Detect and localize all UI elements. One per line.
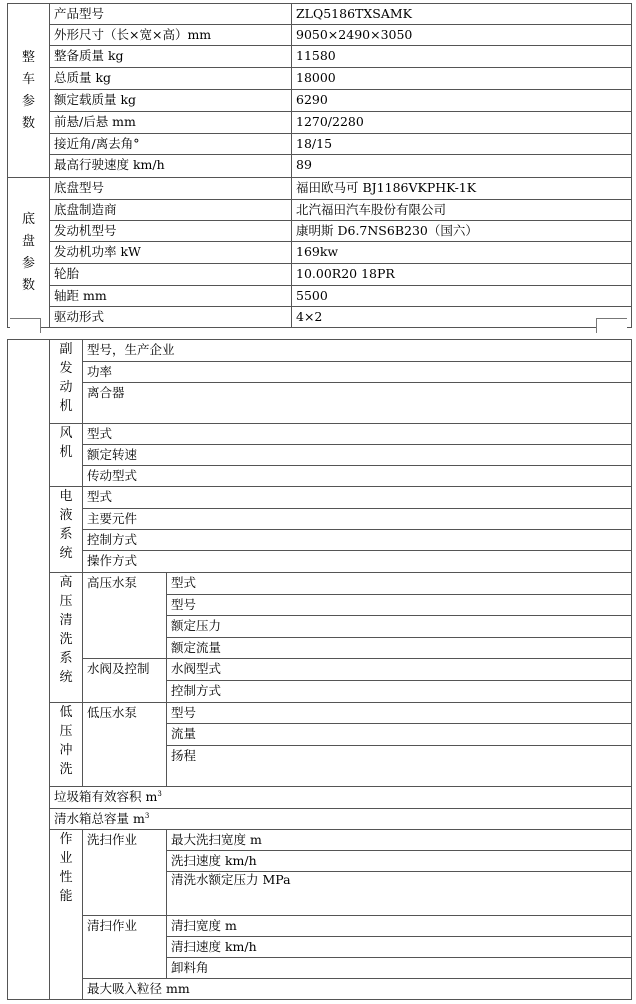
spec-label: 额定载质量 kg — [50, 90, 292, 112]
left-margin-column — [8, 340, 50, 1000]
page-break-mark-right — [596, 318, 627, 333]
subgroup-wash: 洗扫作业 — [83, 830, 167, 916]
spec-label: 前悬/后悬 mm — [50, 112, 292, 134]
spec-value: 福田欧马可 BJ1186VKPHK-1K — [292, 178, 632, 200]
section-electro-hydraulic: 电 液 系 统 — [50, 487, 83, 573]
section-fan: 风 机 — [50, 424, 83, 487]
subgroup-hp-pump: 高压水泵 — [83, 573, 167, 659]
page-break-mark-left — [10, 318, 41, 333]
spec-label: 控制方式 — [83, 530, 632, 551]
spec-label: 最大吸入粒径 mm — [83, 979, 632, 1000]
subgroup-sweep: 清扫作业 — [83, 916, 167, 979]
spec-label: 传动型式 — [83, 466, 632, 487]
spec-value: 18/15 — [292, 134, 632, 155]
spec-label: 额定压力 — [167, 616, 632, 638]
spec-label: 清扫宽度 m — [167, 916, 632, 937]
spec-label: 接近角/离去角° — [50, 134, 292, 155]
spec-value: 89 — [292, 155, 632, 178]
section-hp-wash: 高 压 清 洗 系 统 — [50, 573, 83, 703]
spec-label: 洗扫速度 km/h — [167, 851, 632, 872]
spec-label: 功率 — [83, 362, 632, 383]
spec-label: 操作方式 — [83, 551, 632, 573]
spec-label: 型式 — [167, 573, 632, 595]
spec-label: 清扫速度 km/h — [167, 937, 632, 958]
spec-table-vehicle-chassis — [7, 3, 632, 328]
spec-value: 1270/2280 — [292, 112, 632, 134]
spec-value: ZLQ5186TXSAMK — [292, 4, 632, 25]
spec-label: 控制方式 — [167, 681, 632, 703]
spec-label: 底盘型号 — [50, 178, 292, 200]
section-performance: 作 业 性 能 — [50, 830, 83, 1000]
spec-table-equipment — [7, 339, 632, 1000]
spec-label: 轮胎 — [50, 264, 292, 286]
spec-label: 发动机功率 kW — [50, 242, 292, 264]
section-aux-engine: 副 发 动 机 — [50, 340, 83, 424]
spec-label: 发动机型号 — [50, 221, 292, 242]
spec-label: 驱动形式 — [50, 307, 292, 328]
spec-label: 离合器 — [83, 383, 632, 424]
spec-label: 卸料角 — [167, 958, 632, 979]
subgroup-valve: 水阀及控制 — [83, 659, 167, 703]
spec-label: 清洗水额定压力 MPa — [167, 872, 632, 916]
spec-label: 水阀型式 — [167, 659, 632, 681]
spec-label: 产品型号 — [50, 4, 292, 25]
spec-label: 最高行驶速度 km/h — [50, 155, 292, 178]
spec-label: 主要元件 — [83, 509, 632, 530]
spec-label: 额定流量 — [167, 638, 632, 659]
spec-value: 5500 — [292, 286, 632, 307]
spec-value: 4×2 — [292, 307, 632, 328]
spec-label: 底盘制造商 — [50, 200, 292, 221]
spec-value: 10.00R20 18PR — [292, 264, 632, 286]
spec-label: 额定转速 — [83, 445, 632, 466]
spec-label: 清水箱总容量 $m^3$ — [50, 809, 632, 830]
spec-label: 外形尺寸（长×宽×高）mm — [50, 25, 292, 46]
spec-label: 最大洗扫宽度 m — [167, 830, 632, 851]
spec-value: 康明斯 D6.7NS6B230（国六） — [292, 221, 632, 242]
section-vehicle: 整 车 参 数 — [8, 4, 50, 178]
subgroup-lp-pump: 低压水泵 — [83, 703, 167, 787]
spec-label: 扬程 — [167, 746, 632, 787]
spec-label: 型号 — [167, 703, 632, 724]
spec-value: 18000 — [292, 68, 632, 90]
spec-label: 轴距 mm — [50, 286, 292, 307]
spec-label: 流量 — [167, 724, 632, 746]
spec-label: 型式 — [83, 424, 632, 445]
section-chassis: 底 盘 参 数 — [8, 178, 50, 328]
spec-value: 169kw — [292, 242, 632, 264]
spec-label: 型式 — [83, 487, 632, 509]
spec-label: 型号，生产企业 — [83, 340, 632, 362]
section-lp-flush: 低 压 冲 洗 — [50, 703, 83, 787]
spec-value: 11580 — [292, 46, 632, 68]
spec-label: 总质量 kg — [50, 68, 292, 90]
spec-label: 整备质量 kg — [50, 46, 292, 68]
spec-value: 9050×2490×3050 — [292, 25, 632, 46]
spec-value: 6290 — [292, 90, 632, 112]
spec-value: 北汽福田汽车股份有限公司 — [292, 200, 632, 221]
spec-label: 型号 — [167, 595, 632, 616]
spec-label: 垃圾箱有效容积 $m^3$ — [50, 787, 632, 809]
